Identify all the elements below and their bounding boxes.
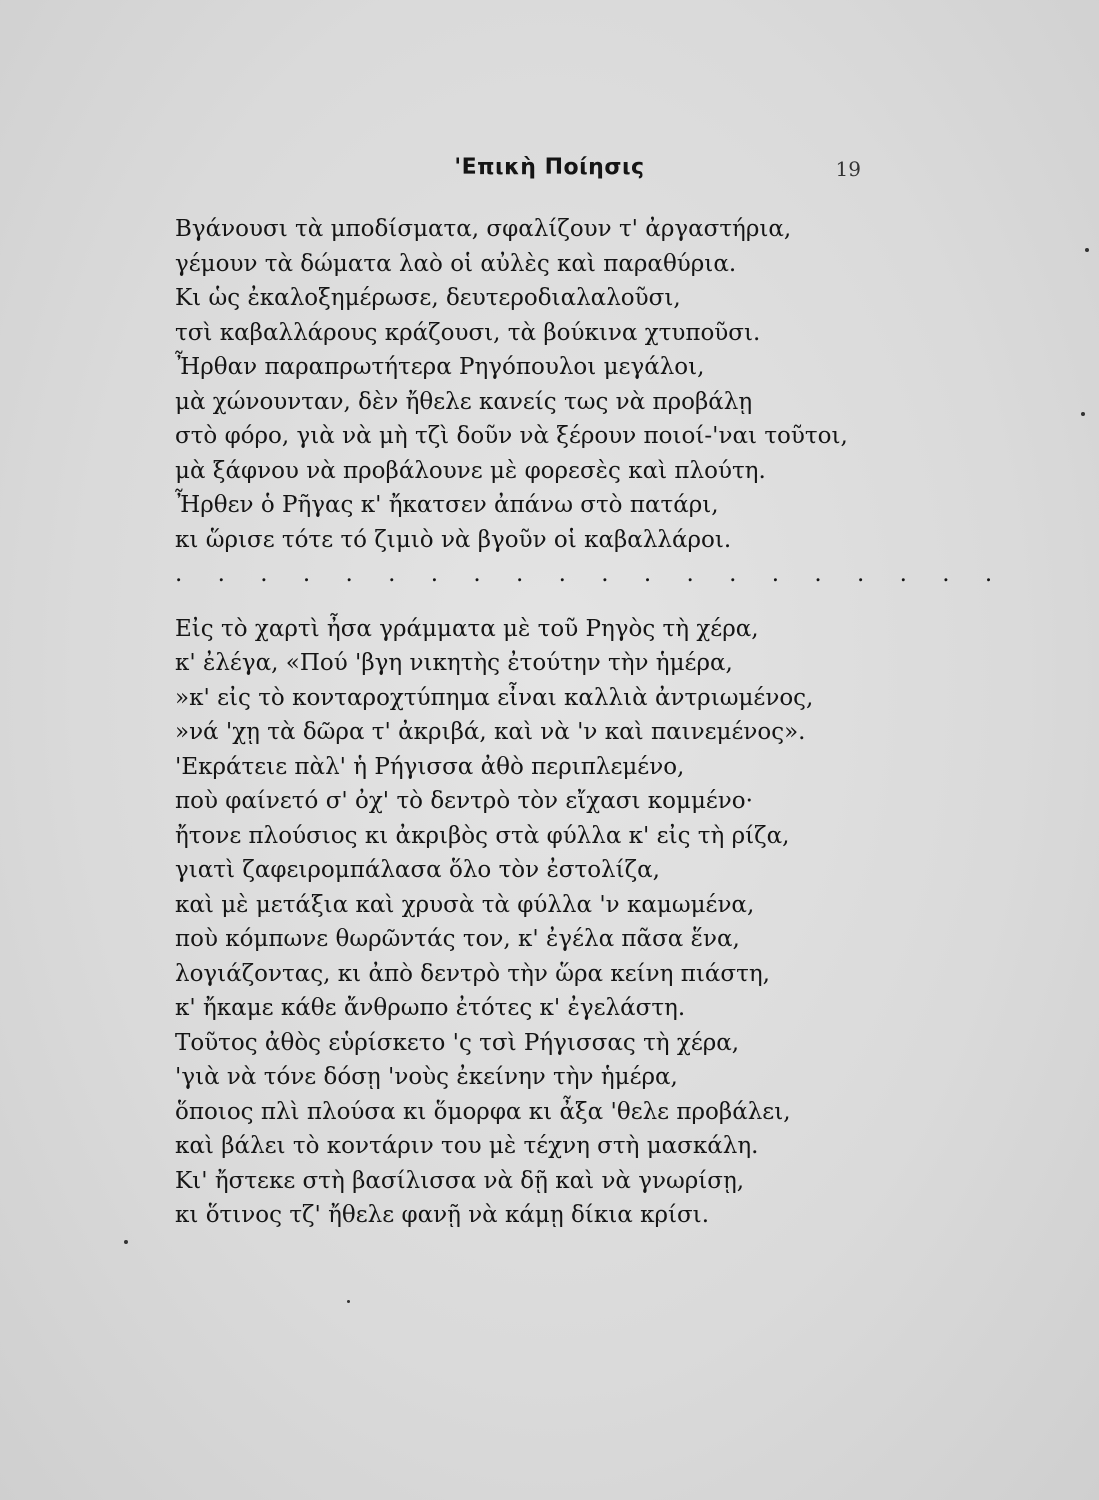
verse-line: Κι ὡς ἐκαλοξημέρωσε, δευτεροδιαλαλοῦσι, xyxy=(175,285,681,311)
verse-line: Κι' ἤστεκε στὴ βασίλισσα νὰ δῇ καὶ νὰ γνωρίσῃ, xyxy=(175,1167,745,1194)
verse-line: ἤτονε πλούσιος κι ἀκριβὸς στὰ φύλλα κ' εἰς τὴ ρίζα, xyxy=(175,822,790,849)
ink-speck xyxy=(124,1240,128,1244)
running-header: 'Επικὴ Ποίησις xyxy=(454,155,645,180)
verse-line: κ' ἐλέγα, «Πού 'βγη νικητὴς ἐτούτην τὴν ἡμέρα, xyxy=(175,650,733,676)
stanza-gap xyxy=(175,592,895,612)
verse-line: Βγάνουσι τὰ μποδίσματα, σφαλίζουν τ' ἀργαστήρια, xyxy=(175,216,792,242)
ink-speck xyxy=(347,1300,350,1303)
verse-line: ποὺ κόμπωνε θωρῶντάς τον, κ' ἐγέλα πᾶσα ἕνα, xyxy=(175,926,740,952)
ink-speck xyxy=(1085,248,1089,252)
verse-line: λογιάζοντας, κι ἀπὸ δεντρὸ τὴν ὥρα κείνη πιάστη, xyxy=(175,960,770,987)
verse-line: κι ὥρισε τότε τό ζιμιὸ νὰ βγοῦν οἱ καβαλλάροι. xyxy=(175,526,732,553)
page-number: 19 xyxy=(835,157,861,181)
verse-line: ποὺ φαίνετό σ' ὀχ' τὸ δεντρὸ τὸν εἴχασι κομμένο· xyxy=(175,788,753,814)
verse-line: καὶ βάλει τὸ κοντάριν του μὲ τέχνη στὴ μασκάλη. xyxy=(175,1133,759,1159)
verse-line: Ἦρθαν παραπρωτήτερα Ρηγόπουλοι μεγάλοι, xyxy=(175,354,705,380)
verse-line: μὰ ξάφνου νὰ προβάλουνε μὲ φορεσὲς καὶ πλούτη. xyxy=(175,457,766,484)
verse-line: Εἰς τὸ χαρτὶ ἦσα γράμματα μὲ τοῦ Ρηγὸς τὴ χέρα, xyxy=(175,615,759,642)
verse-line: 'Εκράτειε πὰλ' ἡ Ρήγισσα ἀθὸ περιπλεμένο, xyxy=(175,753,685,780)
poem-text xyxy=(175,212,1007,1233)
verse-line: γέμουν τὰ δώματα λαὸ οἱ αὐλὲς καὶ παραθύρια. xyxy=(175,250,737,277)
verse-line: κ' ἤκαμε κάθε ἄνθρωπο ἐτότες κ' ἐγελάστη. xyxy=(175,995,686,1021)
verse-line: μὰ χώνουνταν, δὲν ἤθελε κανείς τως νὰ προβάλῃ xyxy=(175,388,753,415)
verse-line: »κ' εἰς τὸ κονταροχτύπημα εἶναι καλλιὰ ἀντριωμένος, xyxy=(175,684,814,711)
ink-speck xyxy=(1081,412,1085,416)
verse-line: τσὶ καβαλλάρους κράζουσι, τὰ βούκινα χτυποῦσι. xyxy=(175,319,761,346)
verse-line: κι ὅτινος τζ' ἤθελε φανῇ νὰ κάμῃ δίκια κρίσι. xyxy=(175,1202,710,1228)
verse-line: ὅποιος πλὶ πλούσα κι ὅμορφα κι ἆξα 'θελε προβάλει, xyxy=(175,1098,791,1125)
verse-line: καὶ μὲ μετάξια καὶ χρυσὰ τὰ φύλλα 'ν καμωμένα, xyxy=(175,891,755,918)
verse-line: Ἦρθεν ὁ Ρῆγας κ' ἤκατσεν ἀπάνω στὸ πατάρι, xyxy=(175,492,719,518)
verse-line: γιατὶ ζαφειρομπάλασα ὅλο τὸν ἐστολίζα, xyxy=(175,857,660,883)
verse-line: »νά 'χῃ τὰ δῶρα τ' ἀκριβά, καὶ νὰ 'ν καὶ παινεμένος». xyxy=(175,719,806,745)
verse-line: στὸ φόρο, γιὰ νὰ μὴ τζὶ δοῦν νὰ ξέρουν ποιοί-'ναι τοῦτοι, xyxy=(175,423,848,449)
ellipsis-separator: . . . . . . . . . . . . . . . . . . . . xyxy=(175,561,1007,587)
verse-line: Τοῦτος ἀθὸς εὑρίσκετο 'ς τσὶ Ρήγισσας τὴ χέρα, xyxy=(175,1029,740,1056)
verse-line: 'γιὰ νὰ τόνε δόσῃ 'νοὺς ἐκείνην τὴν ἡμέρα, xyxy=(175,1064,678,1090)
